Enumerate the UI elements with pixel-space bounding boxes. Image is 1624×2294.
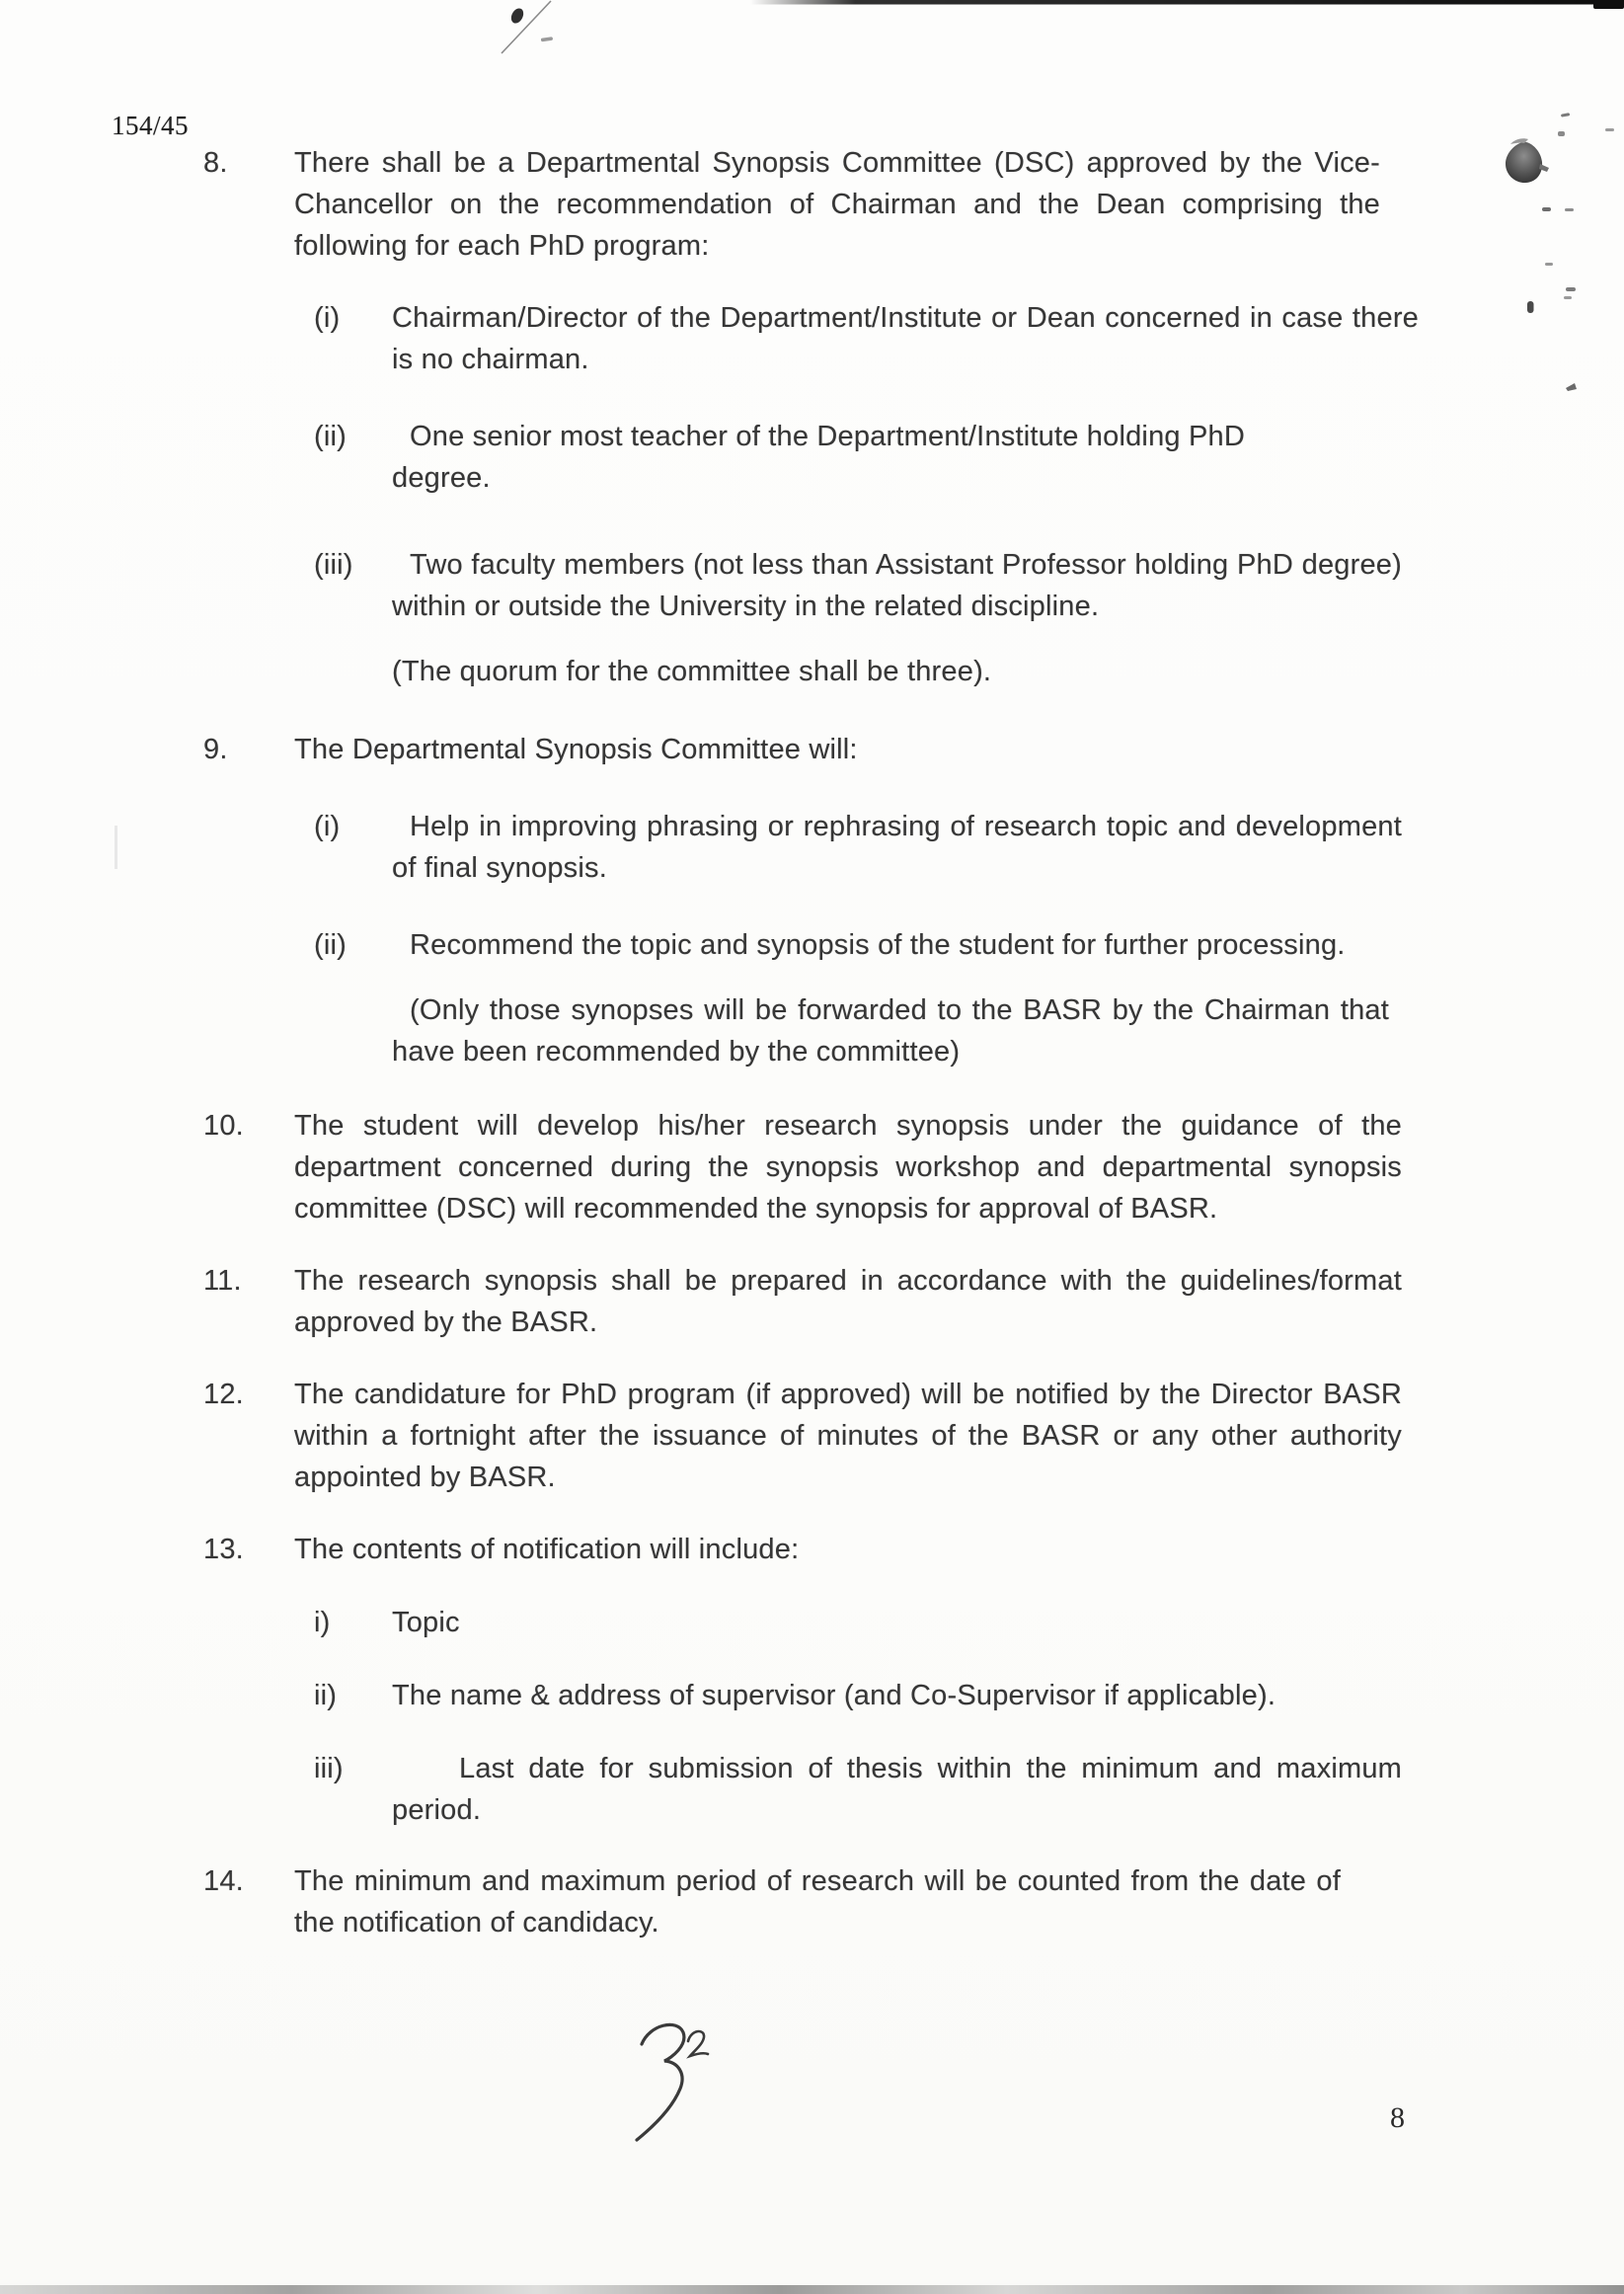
paragraph-number: 10.	[203, 1110, 244, 1142]
paragraph-text: The contents of notification will include:	[294, 1534, 800, 1565]
paragraph-9-item-i	[0, 806, 1624, 889]
paragraph-number: 13.	[203, 1534, 244, 1565]
subitem-label: iii)	[314, 1753, 344, 1784]
subitem-text: Help in improving phrasing or rephrasing of research topic and development of final synopsis.	[392, 811, 1402, 884]
paragraph-13-item-i	[0, 1602, 1624, 1643]
paragraph-number: 8.	[203, 147, 228, 179]
speck	[1561, 113, 1570, 118]
speck	[1605, 128, 1614, 131]
paragraph-number: 11.	[203, 1265, 242, 1297]
paragraph-9-basr-note	[0, 989, 1624, 1072]
top-edge-corner	[1593, 0, 1624, 9]
paragraph-9-item-ii	[0, 924, 1624, 966]
paragraph-number: 14.	[203, 1865, 244, 1897]
paragraph-13-item-iii	[0, 1748, 1624, 1831]
paragraph-12	[0, 1374, 1624, 1498]
subitem-text: Topic	[392, 1607, 460, 1638]
subitem-label: (i)	[314, 811, 341, 842]
paragraph-8-item-i	[0, 297, 1624, 380]
pen-stroke-dash	[541, 37, 553, 41]
paragraph-number: 12.	[203, 1379, 244, 1410]
subitem-label: (ii)	[314, 929, 348, 961]
paragraph-8-item-ii	[0, 416, 1624, 499]
handwritten-mark	[620, 2015, 719, 2158]
paragraph-text: The research synopsis shall be prepared in accordance with the guidelines/format approved by the BASR.	[294, 1265, 1402, 1338]
bottom-edge-shadow	[0, 2285, 1624, 2294]
note-text: (The quorum for the committee shall be three).	[392, 656, 992, 687]
subitem-label: (iii)	[314, 549, 353, 581]
pen-stroke-mark	[502, 1, 551, 53]
paragraph-text: There shall be a Departmental Synopsis Committee (DSC) approved by the Vice-Chancellor on the recommendation of Chairman and the Dean comprising the following for each PhD program:	[294, 147, 1380, 262]
subitem-label: i)	[314, 1607, 331, 1638]
speck	[1558, 131, 1565, 136]
subitem-label: (i)	[314, 302, 341, 334]
note-text: (Only those synopses will be forwarded to the BASR by the Chairman that have been recommended by the committee)	[392, 994, 1389, 1068]
paragraph-text: The Departmental Synopsis Committee will:	[294, 734, 858, 765]
folio-margin-note: 154/45	[112, 111, 190, 140]
paragraph-8-item-iii	[0, 544, 1624, 627]
paragraph-text: The minimum and maximum period of research will be counted from the date of the notification of candidacy.	[294, 1865, 1341, 1938]
paragraph-text: The student will develop his/her research synopsis under the guidance of the department concerned during the synopsis workshop and departmental synopsis committee (DSC) will recommended the synopsis for approval of BASR.	[294, 1110, 1402, 1225]
subitem-label: (ii)	[314, 421, 348, 452]
document-body	[0, 142, 1624, 1943]
page-number: 8	[1390, 2101, 1405, 2134]
paragraph-9	[0, 729, 1624, 770]
subitem-text: Chairman/Director of the Department/Institute or Dean concerned in case there is no chairman.	[392, 302, 1419, 375]
subitem-text: Two faculty members (not less than Assistant Professor holding PhD degree) within or outside the University in the related discipline.	[392, 549, 1402, 622]
paragraph-number: 9.	[203, 734, 228, 765]
subitem-text: Recommend the topic and synopsis of the student for further processing.	[410, 929, 1346, 961]
pen-stroke-dot	[508, 6, 525, 25]
paragraph-text: The candidature for PhD program (if approved) will be notified by the Director BASR within a fortnight after the issuance of minutes of the BASR or any other authority appointed by BASR.	[294, 1379, 1402, 1493]
paragraph-11	[0, 1260, 1624, 1343]
paragraph-10	[0, 1105, 1624, 1229]
paragraph-8	[0, 142, 1624, 267]
subitem-label: ii)	[314, 1680, 338, 1711]
paragraph-13-item-ii	[0, 1675, 1624, 1716]
paragraph-8-quorum-note	[0, 651, 1624, 692]
subitem-text: One senior most teacher of the Department/Institute holding PhD degree.	[392, 421, 1245, 494]
paragraph-13	[0, 1529, 1624, 1570]
paragraph-14	[0, 1860, 1624, 1943]
top-edge-line	[750, 0, 1624, 5]
subitem-text: The name & address of supervisor (and Co-Supervisor if applicable).	[392, 1680, 1276, 1711]
subitem-text: Last date for submission of thesis within the minimum and maximum period.	[392, 1753, 1402, 1826]
handwritten-32-glyph	[620, 2015, 719, 2153]
